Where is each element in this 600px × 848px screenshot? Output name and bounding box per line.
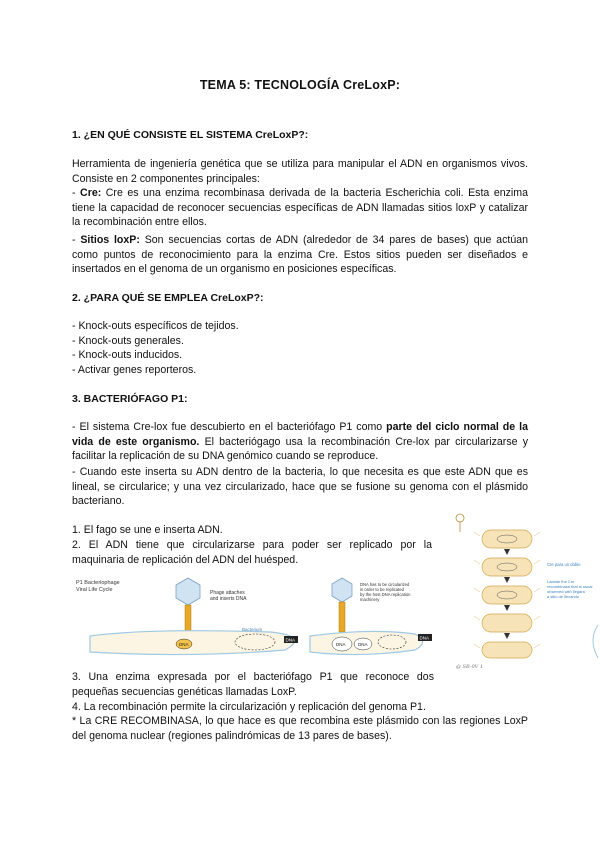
side-label-4: observed with llegara xyxy=(547,589,585,594)
section2-item: - Activar genes reporteros. xyxy=(72,364,197,376)
cycle-title-1: P1 Bacteriophage xyxy=(76,580,120,586)
section2-heading: 2. ¿PARA QUÉ SE EMPLEA CreLoxP?: xyxy=(72,292,264,304)
dna-tag: DNA xyxy=(285,637,296,643)
circularize-label-4: machinery xyxy=(360,597,380,602)
phage-label-2: and inserts DNA xyxy=(210,596,247,602)
step-2: 2. El ADN tiene que circularizarse para poder ser replicado por la maquinaria de replicación del ADN del huésped. xyxy=(72,539,432,566)
circularize-label-3: by the host DNA replication xyxy=(360,592,411,597)
side-label-3: recombinasa that is usual xyxy=(547,584,593,589)
circularize-label-1: DNA has to be circularized xyxy=(360,582,410,587)
phage-label-1: Phage attaches xyxy=(210,590,245,596)
loxp-text: Son secuencias cortas de ADN (alrededor de 34 pares de bases) que actúan como puntos de reconocimiento para la enzima Cre. Estos sitios pueden ser diseñados e insertados en el genoma de un organismo en posiciones específicas. xyxy=(72,234,528,276)
bacterium-label: Bacterium xyxy=(242,627,263,632)
phage-head-icon xyxy=(332,578,352,602)
phage-tail-icon xyxy=(339,602,345,632)
handwriting-note: @ SB-0V 1 xyxy=(456,664,484,670)
bacterium-shape xyxy=(90,631,295,655)
p1-cycle-illustration xyxy=(70,576,440,656)
side-label-5: a sitio de llevando xyxy=(547,594,580,599)
dna-label: DNA xyxy=(179,642,189,647)
cre-label: Cre: xyxy=(80,187,102,199)
loxp-label: Sitios loxP: xyxy=(80,234,140,246)
step-3: 3. Una enzima expresada por el bacteriófago P1 que reconoce dos pequeñas secuencias genéticas llamadas LoxP. xyxy=(72,671,434,698)
section3-heading: 3. BACTERIÓFAGO P1: xyxy=(72,393,188,405)
section2-item: - Knock-outs inducidos. xyxy=(72,349,183,361)
section1-intro: Herramienta de ingeniería genética que se utiliza para manipular el ADN en organismos vivos. Consiste en 2 componentes principales: xyxy=(72,158,528,185)
cycle-title-2: Viral Life Cycle xyxy=(76,587,113,593)
step-5: * La CRE RECOMBINASA, lo que hace es que recombina este plásmido con las regiones LoxP del genoma nuclear (regiones palindrómicas de 13 pares de bases). xyxy=(72,715,528,742)
dna-tag: DNA xyxy=(419,635,430,641)
phage-head-icon xyxy=(176,578,200,605)
side-label-2: Lactate the Cre xyxy=(547,579,575,584)
section1-cre-paragraph: - Cre: Cre es una enzima recombinasa derivada de la bacteria Escherichia coli. Esta enzima tiene la capacidad de reconocer secuencias específicas de ADN llamadas sitios loxP y catalizar la recombinación entre ellos. xyxy=(72,187,528,229)
recombination-illustration xyxy=(440,510,600,670)
cre-text: Cre es una enzima recombinasa derivada de la bacteria Escherichia coli. Esta enzima tiene la capacidad de reconocer secuencias específicas de ADN llamadas sitios loxP y catalizar la recombinación entre ellos. xyxy=(72,187,528,229)
dna-label: DNA xyxy=(336,642,346,647)
step-1: 1. El fago se une e inserta ADN. xyxy=(72,524,223,536)
section1-loxp-paragraph: - Sitios loxP: Son secuencias cortas de ADN (alrededor de 34 pares de bases) que actúan como puntos de reconocimiento para la enzima Cre. Estos sitios pueden ser diseñados e insertados en el genoma de un organismo en posiciones específicas. xyxy=(72,234,528,276)
section2-item: - Knock-outs específicos de tejidos. xyxy=(72,320,239,332)
page-title: TEMA 5: TECNOLOGÍA CreLoxP: xyxy=(199,78,401,92)
section1-heading: 1. ¿EN QUÉ CONSISTE EL SISTEMA CreLoxP?: xyxy=(72,129,309,141)
step-4: 4. La recombinación permite la circularización y replicación del genoma P1. xyxy=(72,701,426,713)
section3-paragraph-2: - Cuando este inserta su ADN dentro de la bacteria, lo que necesita es que este ADN que es lineal, se circularice; y una vez circularizado, hace que se fusione su genoma con el plásmido bacteriano. xyxy=(72,466,528,508)
cre-recombination-figure xyxy=(440,510,600,670)
section3-paragraph-1: - El sistema Cre-lox fue descubierto en el bacteriófago P1 como parte del ciclo normal de la vida de este organismo. El bacteriógago usa la recombinación Cre-lox par circularizarse y facilitar la replicación de su DNA genómico cuando se reproduce. xyxy=(72,421,528,463)
circularize-label-2: in order to be replicated xyxy=(360,587,404,592)
dna-label: DNA xyxy=(358,642,368,647)
section2-item: - Knock-outs generales. xyxy=(72,335,184,347)
section3-bold-phrase: parte del ciclo normal de la vida de este organismo. xyxy=(72,421,528,448)
side-label-1: Cre para un doble xyxy=(547,562,581,567)
p1-life-cycle-figure xyxy=(70,576,440,656)
